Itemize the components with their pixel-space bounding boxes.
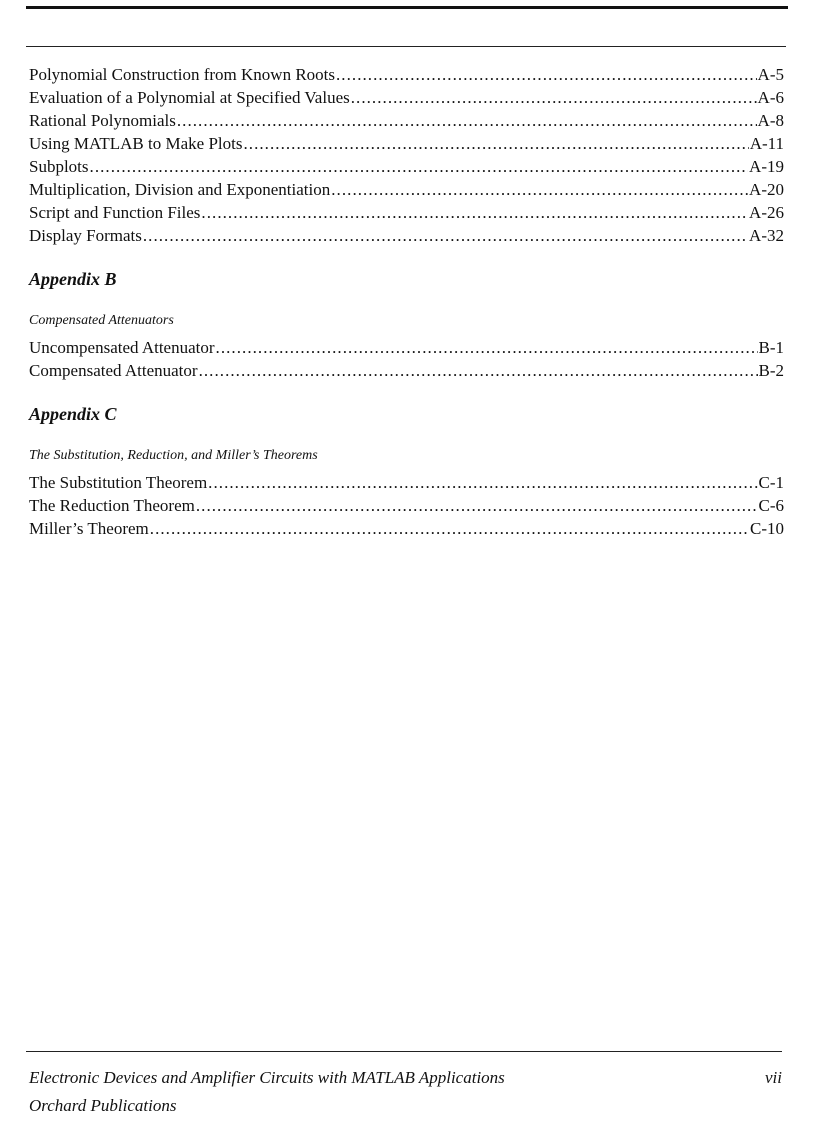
footer-row-title xyxy=(29,1064,782,1092)
toc-entry-page: C-1 xyxy=(758,473,784,492)
table-of-contents xyxy=(29,63,784,540)
toc-entry[interactable] xyxy=(29,109,784,132)
appendix-heading: Appendix C xyxy=(29,404,117,424)
toc-entry-page: A-32 xyxy=(749,226,784,245)
toc-dot-leader xyxy=(201,201,748,224)
toc-entry-page: B-1 xyxy=(758,338,784,357)
toc-entry[interactable] xyxy=(29,359,784,382)
toc-entry-page: A-20 xyxy=(749,180,784,199)
footer-rule xyxy=(26,1051,782,1052)
toc-entry-title: Uncompensated Attenuator xyxy=(29,338,215,357)
header-rule-thin xyxy=(26,46,786,47)
toc-dot-leader xyxy=(351,86,757,109)
toc-entry-title: Evaluation of a Polynomial at Specified Values xyxy=(29,88,350,107)
toc-entry[interactable] xyxy=(29,494,784,517)
toc-entry-page: A-6 xyxy=(757,88,784,107)
toc-entry[interactable] xyxy=(29,336,784,359)
toc-entry-page: A-5 xyxy=(757,65,784,84)
appendix-subtitle: Compensated Attenuators xyxy=(29,313,174,328)
toc-section-appendix-b xyxy=(29,267,784,382)
toc-entry[interactable] xyxy=(29,155,784,178)
toc-entry-page: A-8 xyxy=(757,111,784,130)
footer-book-title: Electronic Devices and Amplifier Circuits with MATLAB Applications xyxy=(29,1068,505,1087)
toc-entry-page: B-2 xyxy=(758,361,784,380)
toc-entry-page: C-10 xyxy=(750,519,784,538)
toc-entry[interactable] xyxy=(29,471,784,494)
toc-dot-leader xyxy=(336,63,757,86)
footer-row-publisher xyxy=(29,1092,782,1120)
toc-section-appendix-a-continued xyxy=(29,63,784,247)
toc-entry[interactable] xyxy=(29,517,784,540)
toc-entry-title: Display Formats xyxy=(29,226,142,245)
toc-entry[interactable] xyxy=(29,132,784,155)
toc-dot-leader xyxy=(196,494,758,517)
toc-entry[interactable] xyxy=(29,224,784,247)
toc-entry[interactable] xyxy=(29,63,784,86)
toc-entry[interactable] xyxy=(29,201,784,224)
toc-entry-title: Multiplication, Division and Exponentiation xyxy=(29,180,331,199)
toc-entry-page: A-26 xyxy=(749,203,784,222)
toc-dot-leader xyxy=(177,109,757,132)
toc-dot-leader xyxy=(208,471,757,494)
header-rule-thick xyxy=(26,6,788,9)
toc-dot-leader xyxy=(150,517,749,540)
toc-entry[interactable] xyxy=(29,178,784,201)
toc-entry-title: Script and Function Files xyxy=(29,203,201,222)
appendix-heading: Appendix B xyxy=(29,269,117,289)
toc-entry-title: The Substitution Theorem xyxy=(29,473,208,492)
toc-entry[interactable] xyxy=(29,86,784,109)
toc-dot-leader xyxy=(199,359,758,382)
footer-page-number: vii xyxy=(765,1068,782,1087)
page-footer xyxy=(29,1064,782,1120)
appendix-subtitle: The Substitution, Reduction, and Miller’s Theorems xyxy=(29,448,318,463)
toc-dot-leader xyxy=(331,178,748,201)
toc-section-appendix-c xyxy=(29,402,784,540)
toc-entry-title: Compensated Attenuator xyxy=(29,361,198,380)
toc-entry-title: Polynomial Construction from Known Roots xyxy=(29,65,335,84)
footer-publisher: Orchard Publications xyxy=(29,1096,177,1115)
toc-entry-title: Rational Polynomials xyxy=(29,111,176,130)
toc-entry-title: Subplots xyxy=(29,157,89,176)
toc-dot-leader xyxy=(90,155,749,178)
toc-dot-leader xyxy=(243,132,748,155)
toc-entry-page: C-6 xyxy=(758,496,784,515)
toc-entry-title: Miller’s Theorem xyxy=(29,519,149,538)
toc-entry-title: The Reduction Theorem xyxy=(29,496,195,515)
toc-dot-leader xyxy=(143,224,748,247)
toc-entry-title: Using MATLAB to Make Plots xyxy=(29,134,243,153)
toc-entry-page: A-19 xyxy=(749,157,784,176)
toc-entry-page: A-11 xyxy=(749,134,784,153)
toc-dot-leader xyxy=(216,336,758,359)
